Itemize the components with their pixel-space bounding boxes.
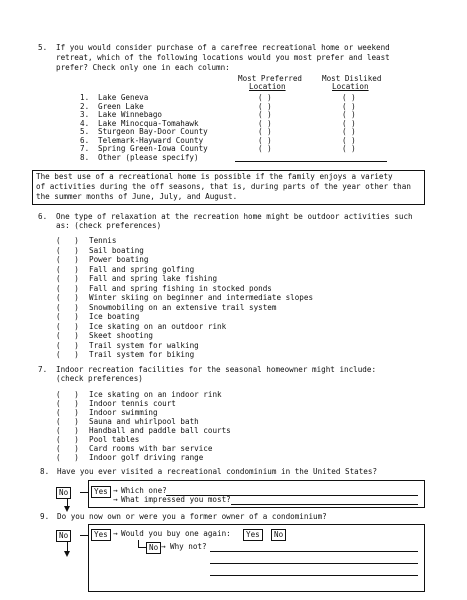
checkbox-paren[interactable]: ( ) bbox=[56, 408, 79, 417]
q6-option-label: Snowmobiling on an extensive trail system bbox=[89, 302, 277, 312]
why-not-connector-line bbox=[138, 540, 139, 547]
preferred-checkbox[interactable]: ( ) bbox=[258, 144, 272, 153]
q7-number: 7. bbox=[38, 365, 48, 374]
q6-option-label: Sail boating bbox=[89, 245, 144, 255]
q5-option-num: 8. bbox=[80, 153, 90, 162]
info-line-2: of activities during the off seasons, that is, during parts of the year other than bbox=[36, 182, 411, 191]
q5-text-line-1: If you would consider purchase of a carefree recreational home or weekend bbox=[56, 43, 390, 52]
arrow-right-icon: → bbox=[161, 542, 166, 551]
q9-why-not-no-label: No bbox=[146, 542, 161, 554]
preferred-checkbox[interactable]: ( ) bbox=[258, 135, 272, 145]
checkbox-paren[interactable]: ( ) bbox=[56, 283, 79, 293]
checkbox-paren[interactable]: ( ) bbox=[56, 255, 79, 264]
disliked-checkbox[interactable]: ( ) bbox=[342, 135, 356, 145]
what-impressed-label: What impressed you most? bbox=[121, 495, 231, 504]
disliked-checkbox[interactable]: ( ) bbox=[342, 144, 356, 153]
preferred-checkbox[interactable]: ( ) bbox=[258, 101, 272, 111]
why-not-connector-line-h bbox=[138, 547, 146, 548]
q9-buy-again-no-label: No bbox=[271, 529, 286, 541]
disliked-checkbox[interactable]: ( ) bbox=[342, 101, 356, 111]
q7-option-label: Card rooms with bar service bbox=[89, 444, 213, 453]
checkbox-paren[interactable]: ( ) bbox=[56, 312, 79, 321]
q5-option-label: Lake Winnebago bbox=[98, 110, 163, 119]
checkbox-paren[interactable]: ( ) bbox=[56, 293, 79, 302]
why-not-line-1[interactable] bbox=[210, 551, 418, 552]
q6-option-label: Fall and spring lake fishing bbox=[89, 274, 218, 283]
q5-option-label: Spring Green-Iowa County bbox=[98, 144, 208, 153]
other-specify-line[interactable] bbox=[235, 161, 387, 162]
q9-connector-line bbox=[80, 535, 88, 536]
q7-option-label: Pool tables bbox=[89, 435, 140, 444]
would-buy-label: Would you buy one again: bbox=[121, 529, 231, 538]
disliked-checkbox[interactable]: ( ) bbox=[342, 127, 356, 136]
q7-text-line-1: Indoor recreation facilities for the seasonal homeowner might include: bbox=[56, 365, 377, 374]
q9-buy-again-yes[interactable] bbox=[243, 529, 263, 541]
col-most-preferred-subheader: Location bbox=[249, 82, 286, 91]
checkbox-paren[interactable]: ( ) bbox=[56, 340, 79, 350]
q8-no-label: No bbox=[56, 487, 71, 499]
checkbox-paren[interactable]: ( ) bbox=[56, 453, 79, 462]
checkbox-paren[interactable]: ( ) bbox=[56, 302, 79, 312]
preferred-checkbox[interactable]: ( ) bbox=[258, 127, 272, 136]
checkbox-paren[interactable]: ( ) bbox=[56, 417, 79, 426]
q9-buy-again-no[interactable] bbox=[271, 529, 286, 541]
q8-yes-label: Yes bbox=[91, 486, 111, 498]
checkbox-paren[interactable]: ( ) bbox=[56, 264, 79, 274]
q5-text-line-3: prefer? Check only one in each column: bbox=[56, 63, 230, 72]
arrow-right-icon: → bbox=[113, 529, 118, 538]
checkbox-paren[interactable]: ( ) bbox=[56, 399, 79, 408]
which-one-label: Which one? bbox=[121, 486, 167, 495]
disliked-checkbox[interactable]: ( ) bbox=[342, 93, 356, 102]
q5-option-num: 6. bbox=[80, 135, 90, 145]
q7-option-label: Indoor tennis court bbox=[89, 399, 176, 408]
q6-option-label: Winter skiing on beginner and intermediate slopes bbox=[89, 293, 314, 302]
q5-option-num: 3. bbox=[80, 110, 90, 119]
preferred-checkbox[interactable]: ( ) bbox=[258, 118, 272, 128]
q6-option-label: Fall and spring fishing in stocked ponds bbox=[89, 283, 272, 293]
checkbox-paren[interactable]: ( ) bbox=[56, 274, 79, 283]
q9-buy-again-yes-label: Yes bbox=[243, 529, 263, 541]
q9-yes-label: Yes bbox=[91, 529, 111, 541]
q5-text-line-2: retreat, which of the following locations would you most prefer and least bbox=[56, 53, 390, 62]
q6-option-label: Trail system for walking bbox=[89, 340, 199, 350]
q7-option-label: Indoor swimming bbox=[89, 408, 158, 417]
q7-option-label: Ice skating on an indoor rink bbox=[89, 390, 222, 399]
q6-option-label: Tennis bbox=[89, 236, 117, 245]
q6-text-line-1: One type of relaxation at the recreation home might be outdoor activities such bbox=[56, 212, 413, 221]
q5-option-num: 5. bbox=[80, 127, 90, 136]
q7-text-line-2: (check preferences) bbox=[56, 374, 143, 383]
q7-option-label: Handball and paddle ball courts bbox=[89, 426, 231, 435]
checkbox-paren[interactable]: ( ) bbox=[56, 435, 79, 444]
checkbox-paren[interactable]: ( ) bbox=[56, 350, 79, 359]
q5-option-num: 1. bbox=[80, 93, 90, 102]
q9-no-label: No bbox=[56, 530, 71, 542]
info-line-1: The best use of a recreational home is possible if the family enjoys a variety bbox=[36, 172, 393, 181]
checkbox-paren[interactable]: ( ) bbox=[56, 331, 79, 340]
q5-option-num: 2. bbox=[80, 101, 90, 111]
q7-option-label: Indoor golf driving range bbox=[89, 453, 204, 462]
q9-yes-option[interactable] bbox=[91, 529, 111, 541]
why-not-line-3[interactable] bbox=[210, 575, 418, 576]
q5-number: 5. bbox=[38, 43, 48, 52]
q5-option-label: Other (please specify) bbox=[98, 153, 199, 162]
why-not-line-2[interactable] bbox=[210, 563, 418, 564]
checkbox-paren[interactable]: ( ) bbox=[56, 390, 79, 399]
q6-option-label: Trail system for biking bbox=[89, 350, 195, 359]
arrow-right-icon: → bbox=[113, 486, 118, 495]
q6-option-label: Ice skating on an outdoor rink bbox=[89, 321, 227, 331]
checkbox-paren[interactable]: ( ) bbox=[56, 426, 79, 435]
col-most-disliked-header: Most Disliked bbox=[322, 74, 382, 83]
q5-option-label: Lake Minocqua-Tomahawk bbox=[98, 118, 199, 128]
q9-text: Do you now own or were you a former owner of a condominium? bbox=[57, 512, 327, 521]
q8-text: Have you ever visited a recreational condominium in the United States? bbox=[57, 467, 378, 476]
q5-option-label: Sturgeon Bay-Door County bbox=[98, 127, 208, 136]
q8-no-option[interactable] bbox=[56, 487, 71, 499]
preferred-checkbox[interactable]: ( ) bbox=[258, 93, 272, 102]
q6-text-line-2: as: (check preferences) bbox=[56, 221, 162, 230]
checkbox-paren[interactable]: ( ) bbox=[56, 236, 79, 245]
arrow-right-icon: → bbox=[113, 495, 118, 504]
q9-no-option[interactable] bbox=[56, 530, 71, 542]
q6-number: 6. bbox=[38, 212, 48, 221]
q9-number: 9. bbox=[40, 512, 50, 521]
q5-option-label: Lake Geneva bbox=[98, 93, 149, 102]
q5-option-label: Telemark-Hayward County bbox=[98, 135, 204, 145]
q9-why-not-no[interactable] bbox=[146, 542, 161, 554]
q5-option-num: 4. bbox=[80, 118, 90, 128]
q5-option-label: Green Lake bbox=[98, 101, 144, 111]
col-most-disliked-subheader: Location bbox=[332, 82, 369, 91]
preferred-checkbox[interactable]: ( ) bbox=[258, 110, 272, 119]
info-line-3: the summer months of June, July, and August. bbox=[36, 192, 238, 201]
q6-option-label: Power boating bbox=[89, 255, 149, 264]
q5-option-num: 7. bbox=[80, 144, 90, 153]
checkbox-paren[interactable]: ( ) bbox=[56, 245, 79, 255]
q9-no-arrow-down-icon bbox=[64, 551, 70, 557]
checkbox-paren[interactable]: ( ) bbox=[56, 321, 79, 331]
why-not-label: Why not? bbox=[170, 542, 207, 551]
q8-number: 8. bbox=[40, 467, 50, 476]
q8-yes-option[interactable] bbox=[91, 486, 111, 498]
q6-option-label: Skeet shooting bbox=[89, 331, 154, 340]
what-impressed-line[interactable] bbox=[231, 504, 418, 505]
q8-connector-line bbox=[80, 492, 88, 493]
q7-option-label: Sauna and whirlpool bath bbox=[89, 417, 199, 426]
col-most-preferred-header: Most Preferred bbox=[238, 74, 303, 83]
checkbox-paren[interactable]: ( ) bbox=[56, 444, 79, 453]
q6-option-label: Fall and spring golfing bbox=[89, 264, 195, 274]
disliked-checkbox[interactable]: ( ) bbox=[342, 118, 356, 128]
disliked-checkbox[interactable]: ( ) bbox=[342, 110, 356, 119]
q6-option-label: Ice boating bbox=[89, 312, 140, 321]
